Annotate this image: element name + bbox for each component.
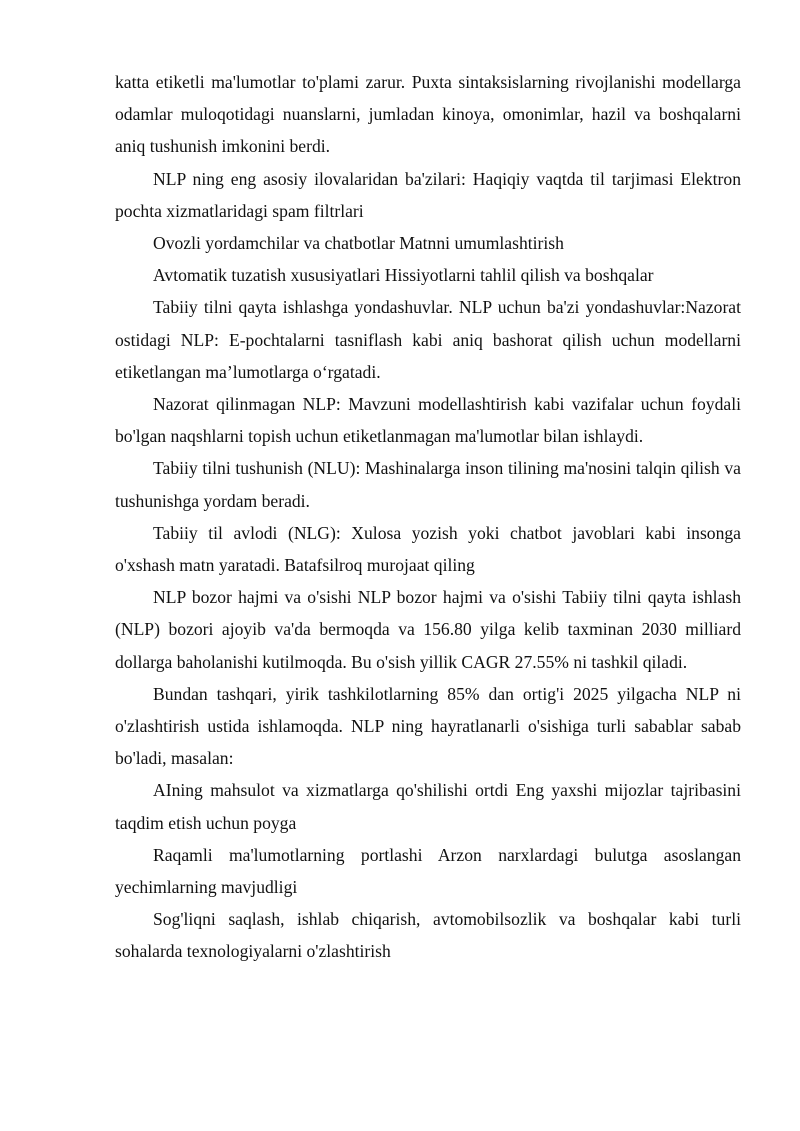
paragraph-unsupervised-nlp: Nazorat qilinmagan NLP: Mavzuni modellashtirish kabi vazifalar uchun foydali bo'lgan naqshlarni topish uchun etiketlanmagan ma'lumotlar bilan ishlaydi. [115,394,741,447]
paragraph-nlp-approaches: Tabiiy tilni qayta ishlashga yondashuvlar. NLP uchun ba'zi yondashuvlar:Nazorat ostidagi NLP: E-pochtalarni tasniflash kabi aniq bashorat qilish uchun modellarni etiketlangan ma’lumotlarga o‘rgatadi. [115,297,741,382]
paragraph-nlp-applications: NLP ning eng asosiy ilovalaridan ba'zilari: Haqiqiy vaqtda til tarjimasi Elektron pochta xizmatlaridagi spam filtrlari [115,168,741,221]
paragraph-industries: Sog'liqni saqlash, ishlab chiqarish, avtomobilsozlik va boshqalar kabi turli sohalarda texnologiyalarni o'zlashtirish [115,909,741,962]
paragraph-nlu: Tabiiy tilni tushunish (NLU): Mashinalarga inson tilining ma'nosini talqin qilish va tushunishga yordam beradi. [115,458,741,511]
paragraph-continuation: katta etiketli ma'lumotlar to'plami zarur. Puxta sintaksislarning rivojlanishi modellarga odamlar muloqotidagi nuanslarni, jumladan kinoya, omonimlar, hazil va boshqalarni aniq tushunish imkonini berdi. [115,72,741,157]
paragraph-market-size: NLP bozor hajmi va o'sishi NLP bozor hajmi va o'sishi Tabiiy tilni qayta ishlash (NLP) bozori ajoyib va'da bermoqda va 156.80 yilga kelib taxminan 2030 milliard dollarga baholanishi kutilmoqda. Bu o'sish yillik CAGR 27.55% ni tashkil qiladi. [115,587,741,672]
paragraph-organizations: Bundan tashqari, yirik tashkilotlarning 85% dan ortig'i 2025 yilgacha NLP ni o'zlashtirish ustida ishlamoqda. NLP ning hayratlanarli o'sishiga turli sabablar sabab bo'ladi, masalan: [115,683,741,769]
document-body [115,66,741,968]
paragraph-nlg: Tabiiy til avlodi (NLG): Xulosa yozish yoki chatbot javoblari kabi insonga o'xshash matn yaratadi. Batafsilroq murojaat qiling [115,522,741,576]
paragraph-digital-data: Raqamli ma'lumotlarning portlashi Arzon narxlardagi bulutga asoslangan yechimlarning mavjudligi [115,844,741,898]
paragraph-autocorrect: Avtomatik tuzatish xususiyatlari Hissiyotlarni tahlil qilish va boshqalar [153,265,654,286]
paragraph-voice-assistants: Ovozli yordamchilar va chatbotlar Matnni umumlashtirish [153,233,564,254]
paragraph-ai-integration: AIning mahsulot va xizmatlarga qo'shilishi ortdi Eng yaxshi mijozlar tajribasini taqdim etish uchun poyga [115,780,741,833]
